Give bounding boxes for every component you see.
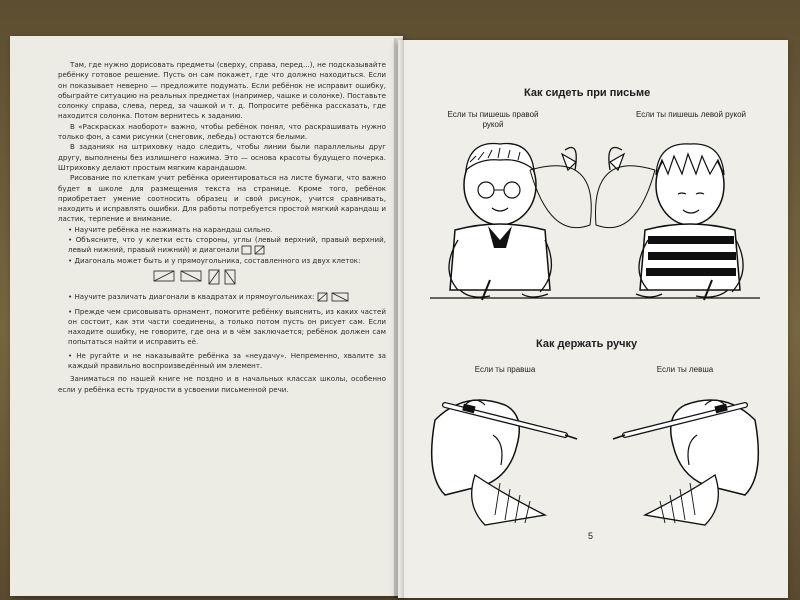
paragraph: В «Раскрасках наоборот» важно, чтобы ребёнок понял, что раскрашивать нужно только фон, а сами рисунки (снеговик, лебедь) остаются белыми. bbox=[58, 121, 386, 142]
rectangle-diagonals-figure bbox=[153, 269, 273, 285]
heading-how-to-hold-pen: Как держать ручку bbox=[536, 338, 638, 350]
bullet-item: • Не ругайте и не наказывайте ребёнка за «неудачу». Непременно, хвалите за каждый правильно воспроизведённый им элемент. bbox=[68, 350, 386, 371]
bullet-item: • Научите ребёнка не нажимать на карандаш сильно. bbox=[68, 224, 273, 234]
bullet-text: Объясните, что у клетки есть стороны, углы (левый верхний, правый верхний, левый нижний, правый нижний) и диагонали bbox=[68, 235, 386, 255]
left-page-text bbox=[58, 60, 386, 395]
bullet-item: • Прежде чем срисовывать орнамент, помогите ребёнку выяснить, из каких частей он состоит, как эти части соединены, а только потом пусть он рисует сам. Если находите ошибку, не говорите, где она и в чём заключается; ребёнок должен сам попытаться найти и исправить её. bbox=[68, 306, 386, 347]
caption-left-handed: Если ты левша bbox=[656, 365, 714, 374]
bullet-item: • Научите различать диагонали в квадратах и прямоугольниках: bbox=[58, 292, 386, 302]
diagonal-examples-icon bbox=[317, 292, 351, 302]
bullet-text: Научите различать диагонали в квадратах и прямоугольниках: bbox=[74, 292, 315, 302]
pen-grip-illustration bbox=[405, 375, 785, 525]
bullet-item: • Диагональ может быть и у прямоугольника, составленного из двух клеток: bbox=[68, 255, 361, 265]
caption-right-handed: Если ты правша bbox=[474, 365, 536, 374]
bullet-text: Прежде чем срисовывать орнамент, помогите ребёнку выяснить, из каких частей он состоит, как эти части соединены, а только потом пусть он рисует сам. Если находите ошибку, не говорите, где она и в чём заключается; ребёнок должен сам попытаться найти и исправить её. bbox=[68, 306, 386, 347]
bullet-text: Не ругайте и не наказывайте ребёнка за «неудачу». Непременно, хвалите за каждый правильно воспроизведённый им элемент. bbox=[68, 350, 386, 371]
sitting-posture-illustration bbox=[400, 130, 785, 330]
paragraph: В заданиях на штриховку надо следить, чтобы линии были параллельны друг другу, выполнены без излишнего нажима. Это — основа красоты будущего почерка. Штриховку делают простым мягким карандашом. bbox=[58, 142, 386, 172]
caption-left-hand: Если ты пишешь левой рукой bbox=[636, 110, 747, 119]
paragraph: Рисование по клеткам учит ребёнка ориентироваться на листе бумаги, что важно будет в школе для размещения текста на странице. Кроме того, ребёнок приобретает умение соотносить образец и свой рисунок, учится сравнивать, находить и исправлять ошибки. Для работы потребуется простой мягкий карандаш и ластик, терпение и внимание. bbox=[58, 173, 386, 224]
bullet-text: Научите ребёнка не нажимать на карандаш сильно. bbox=[74, 224, 273, 234]
cell-diagonal-icon bbox=[241, 245, 271, 255]
caption-right-hand: Если ты пишешь правой рукой bbox=[447, 110, 539, 129]
closing-paragraph: Заниматься по нашей книге не поздно и в начальных классах школы, особенно если у ребёнка есть трудности в усвоении письменной речи. bbox=[58, 374, 386, 394]
paragraph: Там, где нужно дорисовать предметы (сверху, справа, перед...), не подсказывайте ребёнку готовое решение. Пусть он сам покажет, где что должно находиться. Если он показывает неверно — предложите подумать. Если ребёнок не исправит ошибку, обыграйте ситуацию на реальных предметах (например, чашке и солонке). Поставьте солонку справа, слева, перед, за чашкой и т. д. Попросите ребёнка рассказать, где находится солонка. Потом вернитесь к заданию. bbox=[58, 60, 386, 121]
heading-how-to-sit: Как сидеть при письме bbox=[524, 87, 651, 99]
page-number: 5 bbox=[588, 531, 594, 541]
bullet-text: Диагональ может быть и у прямоугольника, составленного из двух клеток: bbox=[74, 255, 361, 265]
bullet-item: • Объясните, что у клетки есть стороны, углы (левый верхний, правый верхний, левый нижний, правый нижний) и диагонали bbox=[68, 235, 386, 255]
